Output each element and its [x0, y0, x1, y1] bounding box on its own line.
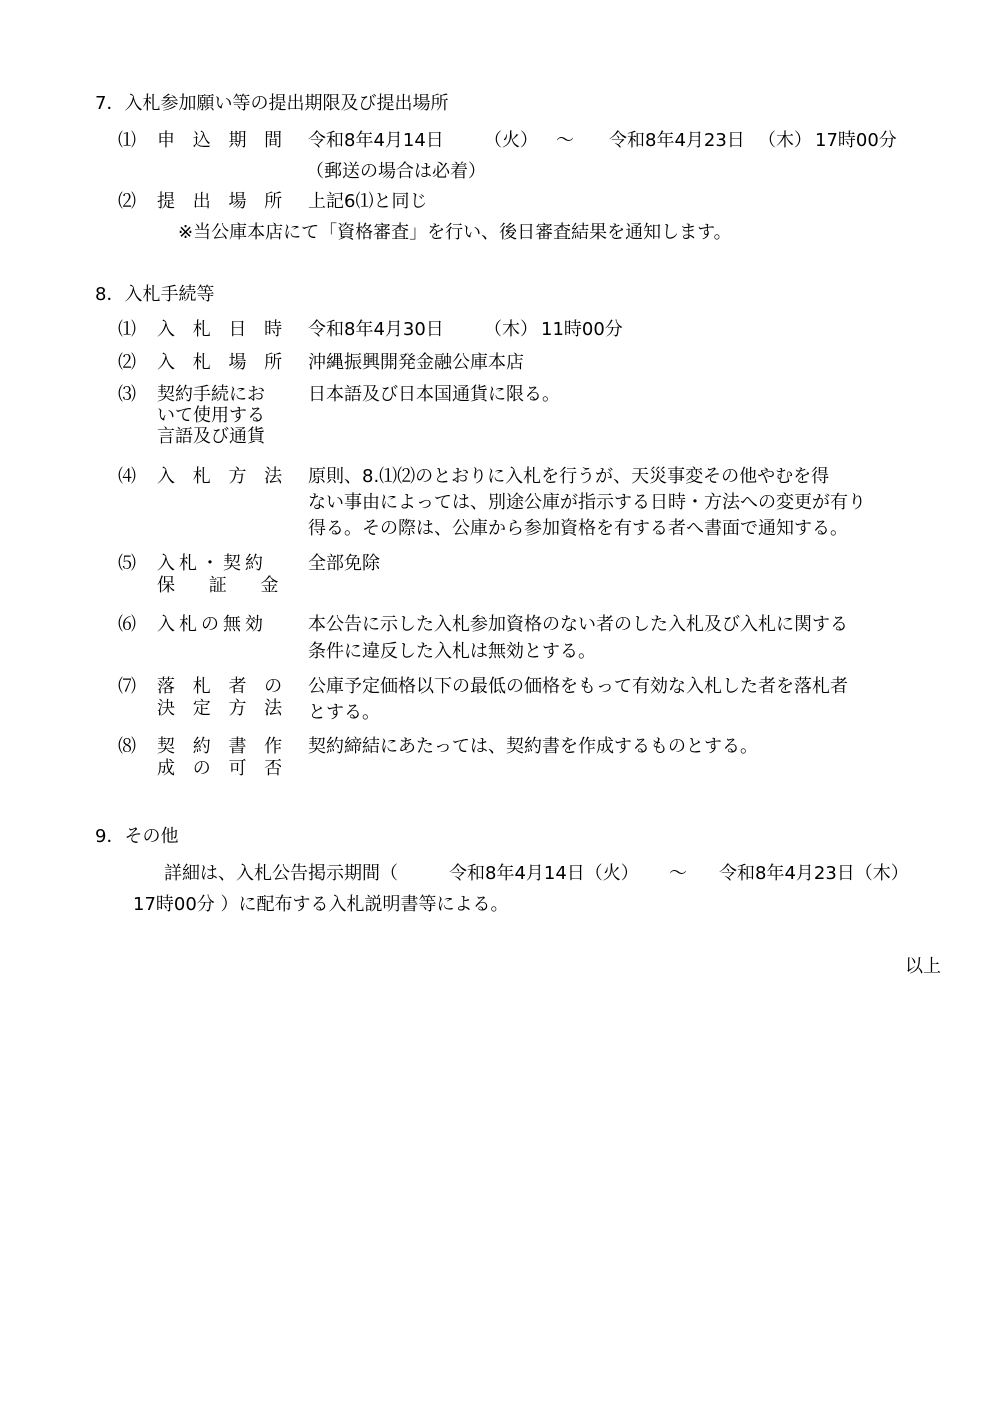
item-number: ⑹: [118, 614, 136, 635]
item-label-line2: いて使用する: [157, 405, 265, 426]
item-label-line2: 決 定 方 法: [157, 698, 289, 719]
item-value-line2: 条件に違反した入札は無効とする。: [308, 641, 596, 662]
bid-dow: （木）: [484, 319, 538, 340]
item-number: ⑷: [118, 466, 136, 487]
application-end-date: 令和8年4月23日: [609, 130, 745, 151]
application-end-dow: （木）: [758, 130, 812, 151]
other-period-end: 令和8年4月23日（木）: [719, 863, 909, 884]
item-label: 入 札 方 法: [157, 466, 289, 487]
item-label-line1: 契約手続にお: [157, 384, 265, 405]
item-value: 日本語及び日本国通貨に限る。: [308, 384, 560, 405]
section-9-heading: 9．その他: [95, 826, 179, 847]
item-value-line2: とする。: [308, 702, 380, 723]
closing-mark: 以上: [905, 956, 941, 977]
item-label: 提 出 場 所: [157, 191, 289, 212]
item-number: ⑶: [118, 384, 136, 405]
item-label: 申 込 期 間: [157, 130, 289, 151]
section-7-heading: 7．入札参加願い等の提出期限及び提出場所: [95, 93, 449, 114]
bid-date: 令和8年4月30日: [308, 319, 444, 340]
mail-note: （郵送の場合は必着）: [306, 161, 486, 182]
item-number: ⑸: [118, 553, 136, 574]
item-number: ⑻: [118, 736, 136, 757]
item-label-line1: 落 札 者 の: [157, 676, 289, 697]
item-label: 入 札 場 所: [157, 352, 289, 373]
item-label: 入札の無効: [157, 614, 267, 635]
item-value: 全部免除: [308, 553, 380, 574]
item-label-line2: 成 の 可 否: [157, 758, 289, 779]
application-start-dow: （火）: [484, 130, 538, 151]
other-line1-lead: 詳細は、入札公告掲示期間（: [164, 863, 398, 884]
item-label-line1: 契 約 書 作: [157, 736, 289, 757]
section-8-heading: 8．入札手続等: [95, 284, 215, 305]
item-value-line2: ない事由によっては、別途公庫が指示する日時・方法への変更が有り: [308, 492, 866, 513]
item-value: 上記6⑴と同じ: [308, 191, 428, 212]
other-period-start: 令和8年4月14日（火）: [449, 863, 639, 884]
bid-time: 11時00分: [541, 319, 623, 340]
item-number: ⑵: [118, 191, 136, 212]
screening-note: ※当公庫本店にて「資格審査」を行い、後日審査結果を通知します。: [178, 222, 732, 243]
item-value: 沖縄振興開発金融公庫本店: [308, 352, 524, 373]
item-value-line1: 本公告に示した入札参加資格のない者のした入札及び入札に関する: [308, 614, 848, 635]
item-number: ⑴: [118, 130, 136, 151]
range-tilde: ～: [556, 130, 574, 151]
item-label-line1: 入札・契約: [157, 553, 267, 574]
application-end-time: 17時00分: [815, 130, 897, 151]
item-number: ⑴: [118, 319, 136, 340]
application-start-date: 令和8年4月14日: [308, 130, 444, 151]
item-value-line3: 得る。その際は、公庫から参加資格を有する者へ書面で通知する。: [308, 518, 848, 539]
range-tilde: ～: [669, 863, 687, 884]
item-number: ⑺: [118, 676, 136, 697]
item-label-line2: 保 証 金: [157, 575, 293, 596]
item-number: ⑵: [118, 352, 136, 373]
item-value-line1: 公庫予定価格以下の最低の価格をもって有効な入札した者を落札者: [308, 676, 848, 697]
item-value-line1: 原則、8.⑴⑵のとおりに入札を行うが、天災事変その他やむを得: [308, 466, 830, 487]
other-line2: 17時00分 ）に配布する入札説明書等による。: [133, 894, 509, 915]
item-label: 入 札 日 時: [157, 319, 289, 340]
item-label-line3: 言語及び通貨: [157, 426, 265, 447]
item-value: 契約締結にあたっては、契約書を作成するものとする。: [308, 736, 758, 757]
